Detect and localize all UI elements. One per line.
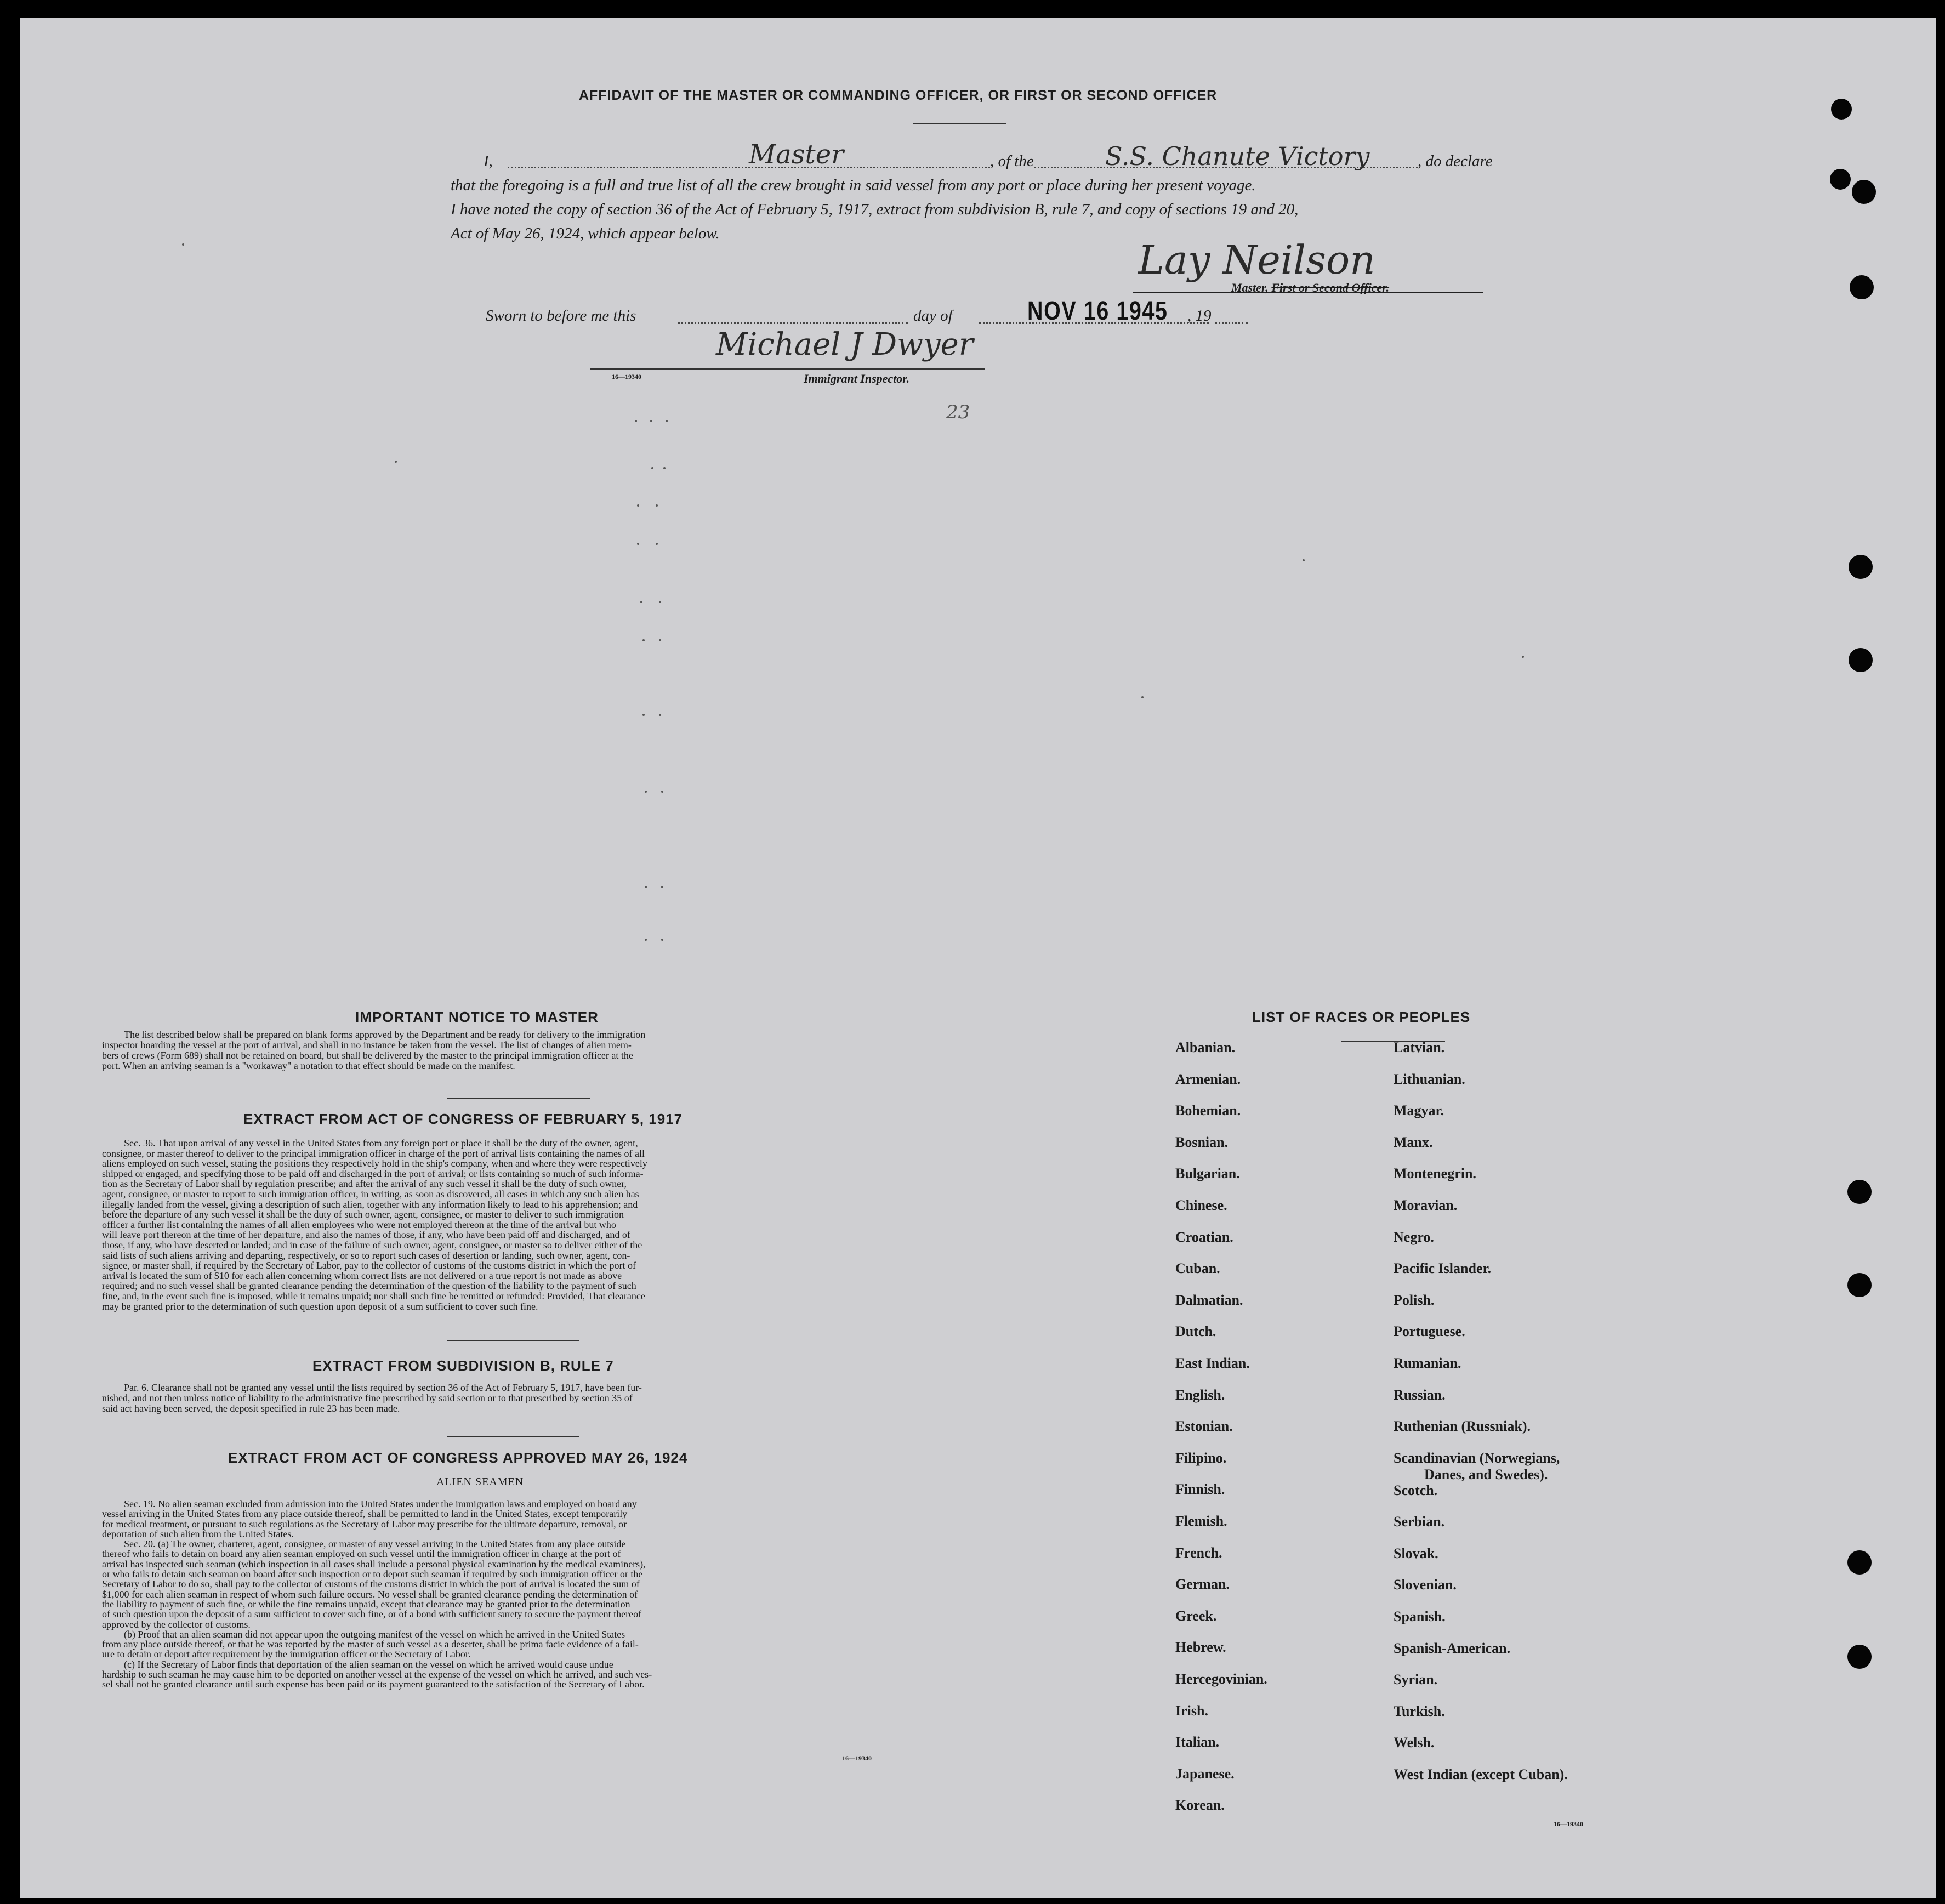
notice-line: The list described below shall be prepared on blank forms approved by the Department and be ready for delivery to the immigration [124,1029,646,1040]
punch-hole [1847,1180,1872,1204]
divider [447,1340,579,1341]
speck [1522,656,1524,658]
race-entry: West Indian (except Cuban). [1394,1766,1568,1782]
handwritten-vessel: S.S. Chanute Victory [1105,141,1370,171]
punch-hole [1831,99,1852,120]
race-entry: Portuguese. [1394,1323,1465,1339]
affidavit-line2: that the foregoing is a full and true list of all the crew brought in said vessel from any port or place during her present voyage. [451,177,1256,194]
race-entry: Bulgarian. [1175,1166,1240,1181]
race-entry: Flemish. [1175,1513,1227,1529]
form-number-top: 16—19340 [612,373,641,380]
race-entry: Pacific Islander. [1394,1260,1492,1276]
title-underline [913,123,1006,124]
extract-rule7-text [102,1383,919,1414]
extract-line: $1,000 for each alien seaman in respect of whom such failure occurs. No vessel shall be granted clearance pending the determination of [102,1588,638,1600]
extract-line: said act having been served, the deposit specified in rule 23 has been made. [102,1403,400,1414]
notice-line: bers of crews (Form 689) shall not be retained on board, but shall be delivered by the master to the principal immigration officer at the [102,1050,633,1061]
speck [651,467,653,469]
extract-line: (c) If the Secretary of Labor finds that deportation of the alien seaman on the vessel on which he arrived would cause undue [124,1658,613,1670]
extract-1917-title: EXTRACT FROM ACT OF CONGRESS OF FEBRUARY 5, 1917 [243,1111,683,1127]
notice-line: port. When an arriving seaman is a "workaway" a notation to that effect should be made on the manifest. [102,1060,515,1071]
inspector-line [590,368,985,370]
race-entry: German. [1175,1576,1230,1592]
extract-line: the liability to payment of such fine, or while the fine remains unpaid, except that clearance may be granted prior to the determination [102,1598,630,1610]
race-entry: Bosnian. [1175,1134,1229,1150]
extract-line: those, if any, who have deserted or landed; and in case of the failure of such owner, agent, consignee, or master so to deliver either of the [102,1239,642,1251]
extract-1924-text [102,1499,919,1690]
caption-struck-officer: First or Second Officer. [1271,281,1390,294]
speck [663,467,666,469]
extract-line: aliens employed on such vessel, stating the positions they respectively hold in the ship's company, when and where they were respectively [102,1158,647,1169]
extract-line: vessel arriving in the United States from any place outside thereof, shall be permitted to land in the United States, except temporarily [102,1508,628,1520]
race-entry: Bohemian. [1175,1102,1241,1118]
extract-line: fine, and, in the event such fine is imposed, while it remains unpaid; nor shall such fine be remitted or refunded: Provided, That clearance [102,1290,645,1301]
punch-hole [1852,180,1876,204]
affidavit-line3: I have noted the copy of section 36 of the Act of February 5, 1917, extract from subdivision B, rule 7, and copy of sections 19 and 20, [451,201,1299,218]
race-entry: Chinese. [1175,1197,1227,1213]
extract-line: thereof who fails to detain on board any alien seaman employed on such vessel until the immigration officer in charge at the port of [102,1548,621,1560]
date-stamp: NOV 16 1945 [1027,297,1168,326]
speck [656,504,658,507]
extract-line: or who fails to detain such seaman on board after such inspection or to deport such seaman if required by such immigration officer or the [102,1568,643,1580]
speck [661,791,663,793]
speck [395,461,397,463]
speck [642,639,645,641]
speck [659,639,661,641]
speck [661,939,663,941]
inspector-signature: Michael J Dwyer [716,327,974,362]
race-entry: Latvian. [1394,1039,1445,1055]
race-entry: French. [1175,1545,1222,1561]
race-entry: Finnish. [1175,1481,1225,1497]
race-entry: Dutch. [1175,1323,1216,1339]
speck [650,420,652,422]
divider [447,1098,590,1099]
race-entry: East Indian. [1175,1355,1250,1371]
race-entry: Magyar. [1394,1102,1444,1118]
race-entry: Turkish. [1394,1703,1445,1719]
extract-line: Sec. 19. No alien seaman excluded from admission into the United States under the immigration laws and employed on board any [124,1498,637,1509]
extract-line: will leave port thereon at the time of her departure, and also the names of those, if any, who have been paid off and discharged, and of [102,1229,630,1241]
extract-line: arrival is located the sum of $10 for each alien concerning whom correct lists are not delivered or a true report is not made as above [102,1270,622,1281]
punch-hole [1849,648,1873,672]
extract-line: Sec. 20. (a) The owner, charterer, agent, consignee, or master of any vessel arriving in the United States from any place outside [124,1538,626,1550]
extract-line: required; and no such vessel shall be granted clearance pending the determination of the question of the liability to the payment of such [102,1280,636,1292]
race-entry: Albanian. [1175,1039,1236,1055]
punch-hole [1850,275,1874,299]
extract-1917-text [102,1138,919,1311]
punch-hole [1847,1645,1872,1669]
punch-hole [1847,1550,1872,1575]
divider [447,1436,579,1437]
races-title: LIST OF RACES OR PEOPLES [1252,1009,1471,1025]
extract-line: consignee, or master thereof to deliver to the principal immigration officer in charge of the port of arrival lists containing the names of all [102,1147,645,1159]
extract-line: Par. 6. Clearance shall not be granted any vessel until the lists required by section 36 of the Act of February 5, 1917, have been fur- [124,1382,642,1393]
speck [661,886,663,888]
handwritten-rank: Master [749,139,844,170]
race-entry: Korean. [1175,1797,1225,1813]
speck [1303,559,1305,561]
speck [635,420,637,422]
extract-1924-subtitle: ALIEN SEAMEN [436,1476,524,1488]
race-entry: Rumanian. [1394,1355,1461,1371]
extract-line: signee, or master shall, if required by the Secretary of Labor, pay to the collector of customs of the customs district in which the port of [102,1260,636,1271]
affidavit-of-the: , of the [990,152,1034,170]
race-entry: Manx. [1394,1134,1433,1150]
extract-line: officer a further list containing the names of all alien employees who were not employed thereon at the time of the arrival but who [102,1219,616,1230]
race-entry: Estonian. [1175,1418,1233,1434]
extract-line: agent, consignee, or master to report to such immigration officer, in writing, as soon as discovered, all cases in which any such alien has [102,1188,639,1200]
race-entry: Negro. [1394,1229,1434,1245]
race-entry: Spanish-American. [1394,1640,1511,1656]
speck [659,601,661,603]
notice-text [102,1030,919,1071]
extract-line: ure to detain or deport after requirement by the immigration officer or the Secretary of Labor. [102,1649,471,1660]
form-number-left: 16—19340 [842,1754,872,1762]
punch-hole [1847,1273,1872,1297]
extract-rule7-title: EXTRACT FROM SUBDIVISION B, RULE 7 [312,1357,614,1374]
race-entry: Greek. [1175,1608,1217,1624]
race-entry-line: Danes, and Swedes). [1424,1467,1548,1482]
extract-line: said lists of such aliens arriving and departing, respectively, or so to report such cases of desertion or landing, such owner, agent, con- [102,1249,630,1261]
extract-line: deportation of such alien from the United States. [102,1528,294,1539]
race-entry: Hercegovinian. [1175,1671,1267,1687]
extract-line: from any place outside thereof, or that he was reported by the master of such vessel as a deserter, shall be prima facie evidence of a fail- [102,1639,639,1650]
race-entry: Croatian. [1175,1229,1233,1245]
speck [637,504,639,507]
race-entry: Montenegrin. [1394,1166,1476,1181]
caption-master: Master, [1231,281,1269,294]
race-entry: Cuban. [1175,1260,1220,1276]
race-entry: Spanish. [1394,1609,1446,1624]
race-entry-line: Scandinavian (Norwegians, [1394,1450,1560,1466]
extract-line: sel shall not be granted clearance until such expense has been paid or its payment guaranteed to the satisfaction of the Secretary of Labor. [102,1679,645,1690]
year-blank [1215,322,1248,324]
affidavit-line1-i: I, [484,152,493,170]
extract-line: Sec. 36. That upon arrival of any vessel in the United States from any foreign port or place it shall be the duty of the owner, agent, [124,1138,638,1149]
year-suffix: , 19 [1187,307,1212,325]
race-entry: Ruthenian (Russniak). [1394,1418,1531,1434]
notice-title: IMPORTANT NOTICE TO MASTER [355,1009,599,1025]
race-entry: Lithuanian. [1394,1071,1465,1087]
race-entry [1394,1450,1560,1483]
extract-line: for medical treatment, or pursuant to such regulations as the Secretary of Labor may prescribe for the ultimate departure, removal, or [102,1518,627,1530]
extract-line: before the departure of any such vessel it shall be the duty of such owner, agent, consignee, or master to deliver to such immigration [102,1209,624,1220]
speck [1141,696,1144,698]
margin-note: 23 [946,401,970,423]
speck [640,601,642,603]
affidavit-declare: , do declare [1418,152,1493,170]
extract-line: illegally landed from the vessel, giving a description of such alien, together with any information likely to lead to his apprehension; and [102,1198,638,1210]
extract-line: may be granted prior to the determination of such question upon deposit of a sum sufficient to cover such fine. [102,1300,538,1312]
speck [645,939,647,941]
master-signature: Lay Neilson [1138,237,1375,283]
race-entry: Irish. [1175,1703,1208,1719]
extract-line: hardship to such seaman he may cause him to be deported on another vessel at the expense of the vessel on which he arrived, and such ves- [102,1669,652,1680]
punch-hole [1830,169,1851,190]
day-of-label: day of [913,307,953,325]
race-entry: Moravian. [1394,1197,1458,1213]
punch-hole [1849,555,1873,579]
race-entry: Dalmatian. [1175,1292,1243,1308]
extract-line: (b) Proof that an alien seaman did not appear upon the outgoing manifest of the vessel on which he arrived in the United States [124,1628,625,1640]
extract-line: Secretary of Labor to do so, shall pay to the collector of customs of the customs district in which the port of arrival is located the sum of [102,1578,640,1590]
speck [645,791,647,793]
race-entry: Slovak. [1394,1545,1438,1561]
extract-line: shipped or engaged, and specifying those to be paid off and discharged in the port of arrival; or lists containing so much of such informa- [102,1168,644,1179]
day-blank [678,322,908,324]
inspector-caption: Immigrant Inspector. [804,372,910,385]
speck [666,420,668,422]
race-entry: Russian. [1394,1387,1446,1403]
speck [182,243,184,246]
sworn-label: Sworn to before me this [486,307,636,325]
extract-line: arrival has inspected such seaman (which inspection in all cases shall include a personal physical examination by the medical examiners), [102,1558,646,1570]
race-entry: Polish. [1394,1292,1435,1308]
signature-caption [1231,281,1389,295]
race-entry: Scotch. [1394,1482,1438,1498]
race-entry: Welsh. [1394,1735,1435,1750]
race-entry: Filipino. [1175,1450,1227,1466]
affidavit-line4: Act of May 26, 1924, which appear below. [451,225,720,242]
extract-line: nished, and not then unless notice of liability to the administrative fine prescribed by said section or to that prescribed by section 35 of [102,1393,633,1403]
race-entry: Serbian. [1394,1514,1445,1530]
extract-line: approved by the collector of customs. [102,1618,251,1630]
speck [656,543,658,545]
speck [645,886,647,888]
race-entry: Syrian. [1394,1672,1438,1687]
extract-line: tion as the Secretary of Labor shall by regulation prescribe; and after the arrival of any such vessel it shall be the duty of such owner, [102,1178,627,1190]
notice-line: inspector boarding the vessel at the port of arrival, and shall in no instance be taken from the vessel. The list of changes of alien mem- [102,1039,632,1050]
affidavit-title: AFFIDAVIT OF THE MASTER OR COMMANDING OFFICER, OR FIRST OR SECOND OFFICER [579,88,1218,103]
race-entry: Japanese. [1175,1766,1235,1782]
race-entry: Hebrew. [1175,1639,1226,1655]
race-entry: Armenian. [1175,1071,1241,1087]
extract-line: of such question upon the deposit of a sum sufficient to cover such fine, or of a bond with sufficient surety to secure the payment thereof [102,1609,642,1620]
race-entry: English. [1175,1387,1225,1403]
speck [642,714,645,716]
race-entry: Italian. [1175,1734,1220,1750]
extract-1924-title: EXTRACT FROM ACT OF CONGRESS APPROVED MAY 26, 1924 [228,1450,688,1466]
speck [637,543,639,545]
speck [659,714,661,716]
race-entry: Slovenian. [1394,1577,1457,1593]
form-number-right: 16—19340 [1554,1820,1583,1828]
document-page [20,18,1936,1898]
